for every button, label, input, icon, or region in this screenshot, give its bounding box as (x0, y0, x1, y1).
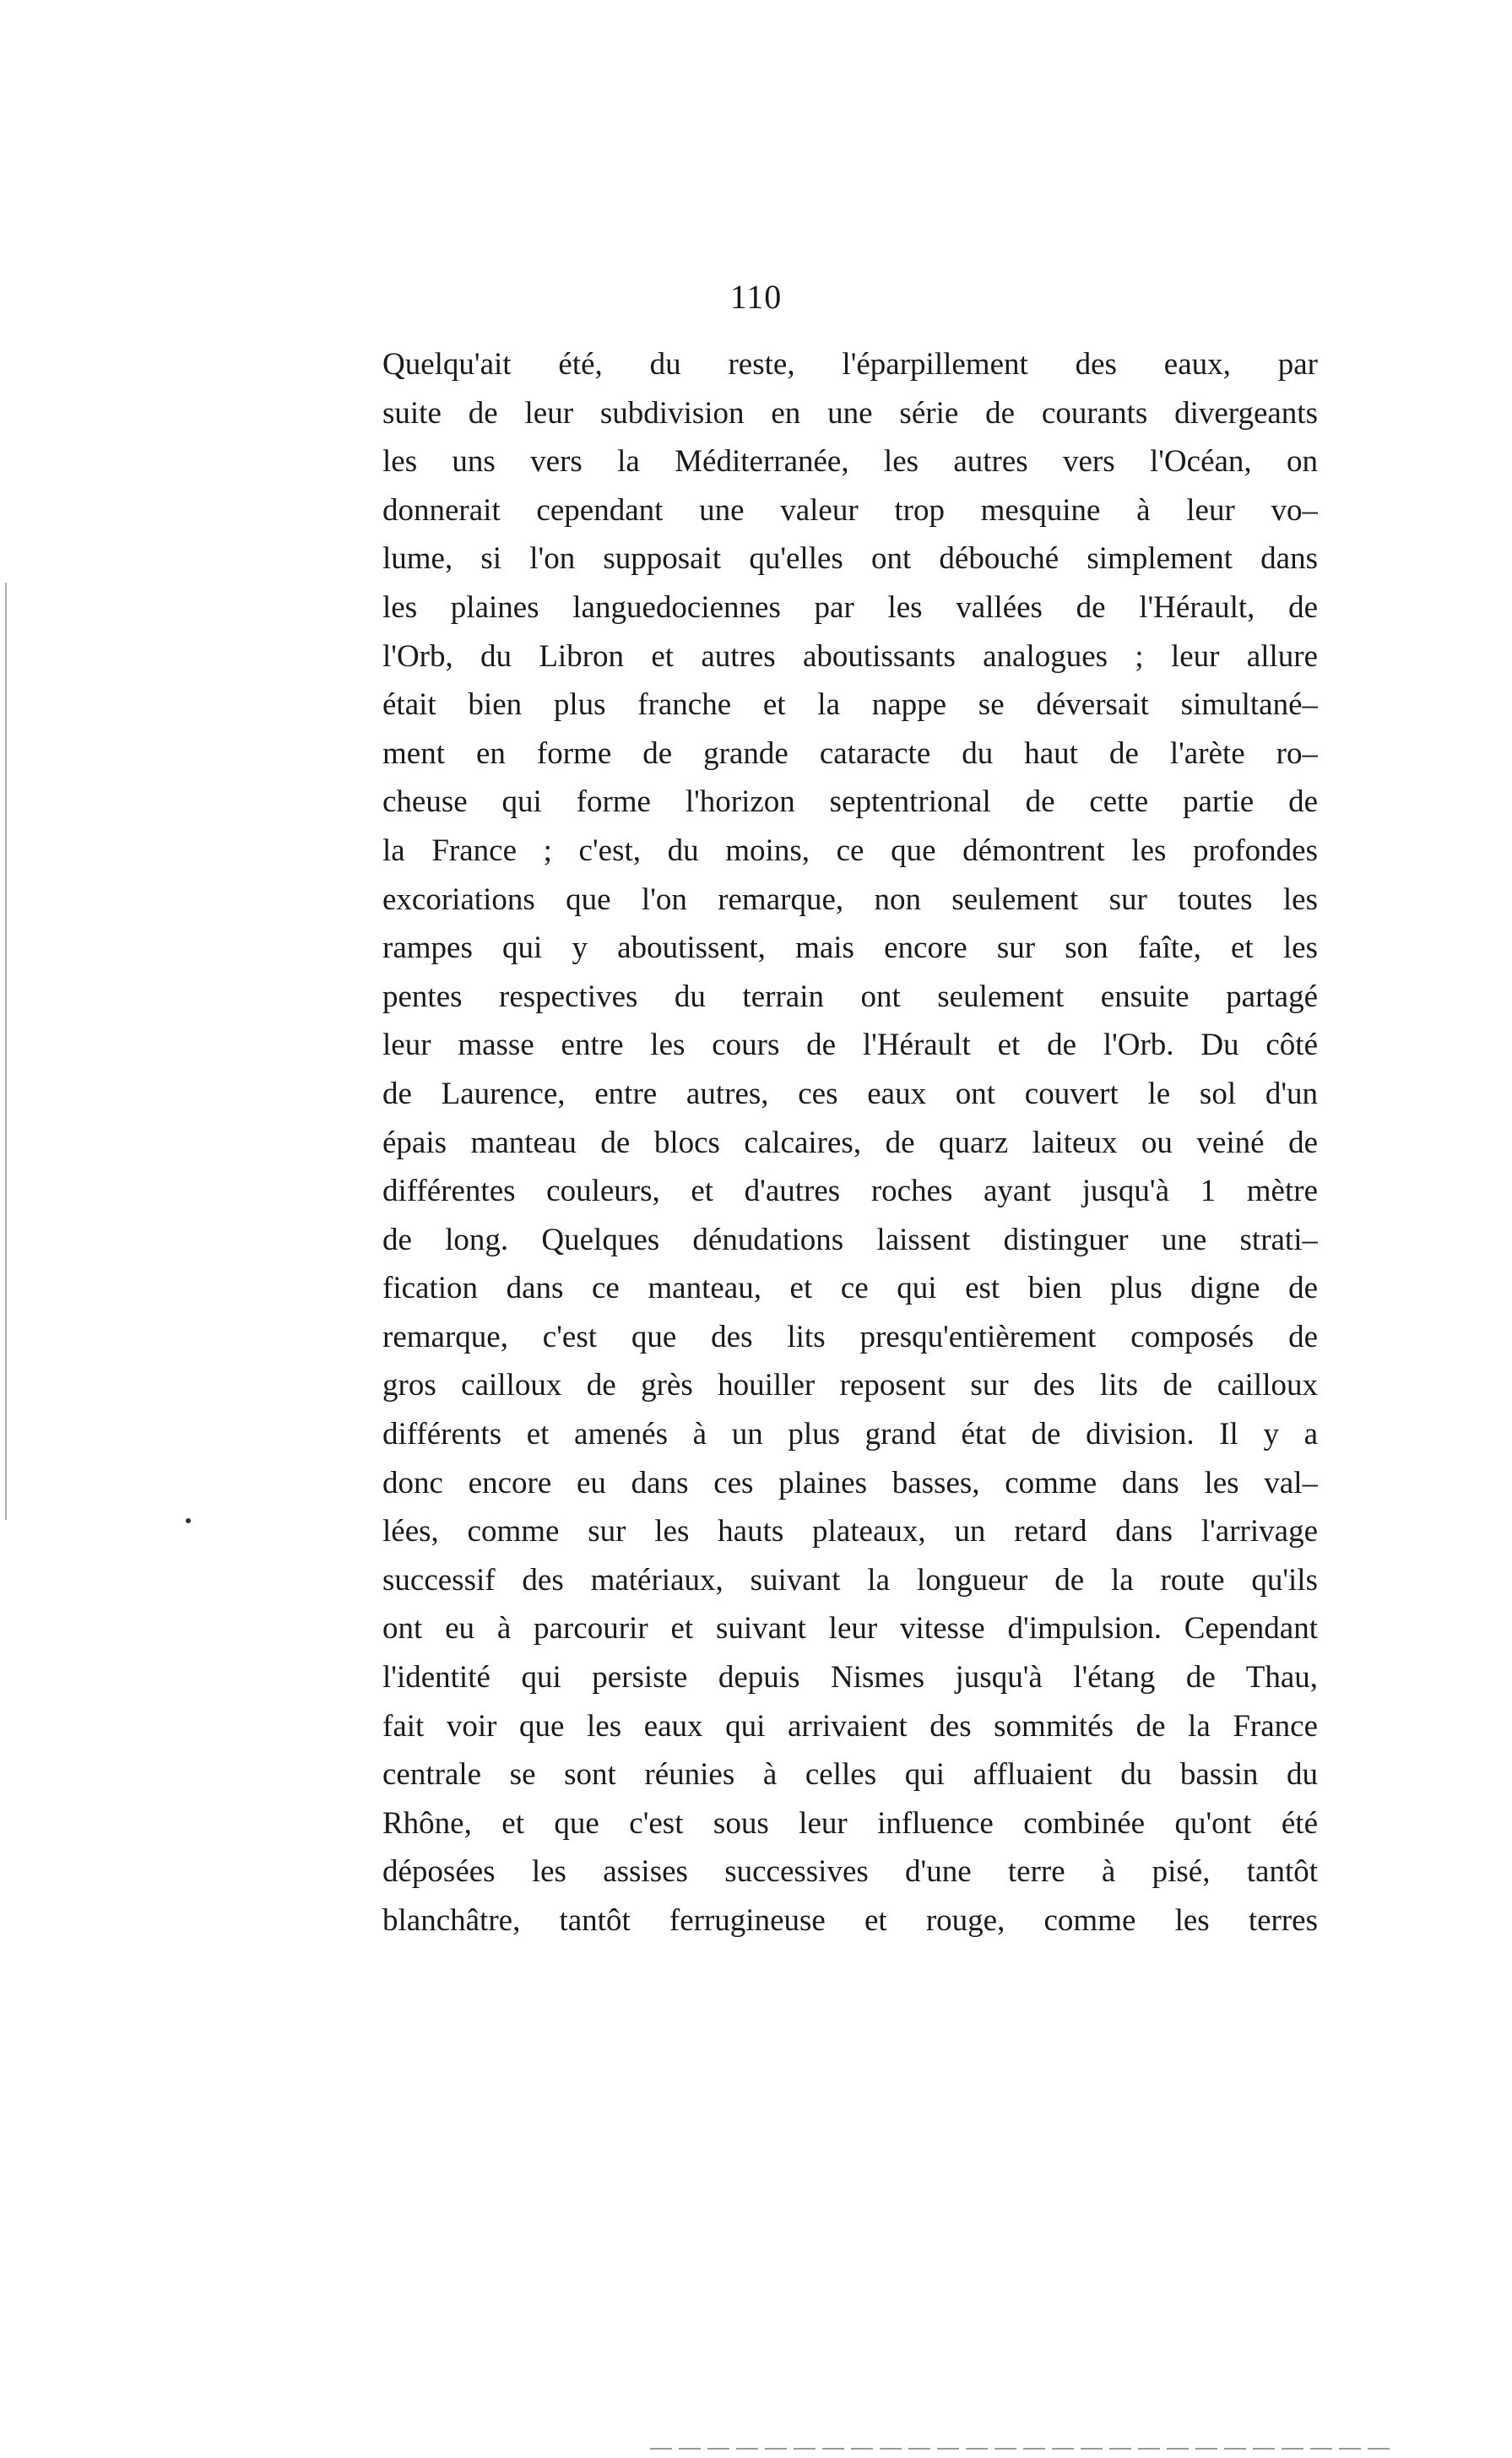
text-line: donc encore eu dans ces plaines basses, comme dans les val– (382, 1465, 1318, 1500)
left-margin-scan-line (5, 583, 7, 1520)
text-line: gros cailloux de grès houiller reposent sur des lits de cailloux (382, 1368, 1318, 1403)
bottom-scan-edge (650, 2448, 1393, 2450)
text-line: Quelqu'ait été, du reste, l'éparpillement des eaux, par (382, 347, 1318, 382)
text-line: Rhône, et que c'est sous leur influence combinée qu'ont été (382, 1805, 1318, 1841)
text-line: remarque, c'est que des lits presqu'entièrement composés de (382, 1319, 1318, 1354)
text-line: cheuse qui forme l'horizon septentrional de cette partie de (382, 784, 1318, 820)
text-line: lume, si l'on supposait qu'elles ont débouché simplement dans (382, 541, 1318, 577)
text-line: donnerait cependant une valeur trop mesquine à leur vo– (382, 492, 1318, 528)
body-text (382, 340, 1318, 1945)
text-line: ment en forme de grande cataracte du haut de l'arète ro– (382, 735, 1318, 771)
text-line: les uns vers la Méditerranée, les autres vers l'Océan, on (382, 444, 1318, 480)
text-line: rampes qui y aboutissent, mais encore sur son faîte, et les (382, 931, 1318, 966)
text-line: était bien plus franche et la nappe se déversait simultané– (382, 687, 1318, 723)
text-line: fication dans ce manteau, et ce qui est bien plus digne de (382, 1271, 1318, 1306)
text-line: différentes couleurs, et d'autres roches ayant jusqu'à 1 mètre (382, 1174, 1318, 1209)
text-line: la France ; c'est, du moins, ce que démontrent les profondes (382, 833, 1318, 868)
text-line: fait voir que les eaux qui arrivaient des sommités de la France (382, 1708, 1318, 1744)
text-line: leur masse entre les cours de l'Hérault et de l'Orb. Du côté (382, 1028, 1318, 1063)
text-line: pentes respectives du terrain ont seulement ensuite partagé (382, 979, 1318, 1014)
text-line: centrale se sont réunies à celles qui affluaient du bassin du (382, 1757, 1318, 1793)
text-line: épais manteau de blocs calcaires, de quarz laiteux ou veiné de (382, 1125, 1318, 1160)
text-line: suite de leur subdivision en une série de courants divergeants (382, 395, 1318, 431)
text-line: blanchâtre, tantôt ferrugineuse et rouge, comme les terres (382, 1903, 1318, 1938)
text-line: lées, comme sur les hauts plateaux, un retard dans l'arrivage (382, 1514, 1318, 1549)
text-line: l'Orb, du Libron et autres aboutissants analogues ; leur allure (382, 638, 1318, 674)
text-line: successif des matériaux, suivant la longueur de la route qu'ils (382, 1562, 1318, 1598)
text-line: de long. Quelques dénudations laissent distinguer une strati– (382, 1222, 1318, 1257)
text-line: les plaines languedociennes par les vallées de l'Hérault, de (382, 589, 1318, 625)
text-line: différents et amenés à un plus grand état de division. Il y a (382, 1417, 1318, 1452)
text-line: l'identité qui persiste depuis Nismes jusqu'à l'étang de Thau, (382, 1660, 1318, 1696)
text-line: de Laurence, entre autres, ces eaux ont couvert le sol d'un (382, 1076, 1318, 1111)
text-line: excoriations que l'on remarque, non seulement sur toutes les (382, 882, 1318, 917)
margin-ink-dot (186, 1518, 191, 1523)
text-line: déposées les assises successives d'une terre à pisé, tantôt (382, 1854, 1318, 1890)
text-line: ont eu à parcourir et suivant leur vitesse d'impulsion. Cependant (382, 1611, 1318, 1647)
page-number: 110 (729, 278, 783, 316)
